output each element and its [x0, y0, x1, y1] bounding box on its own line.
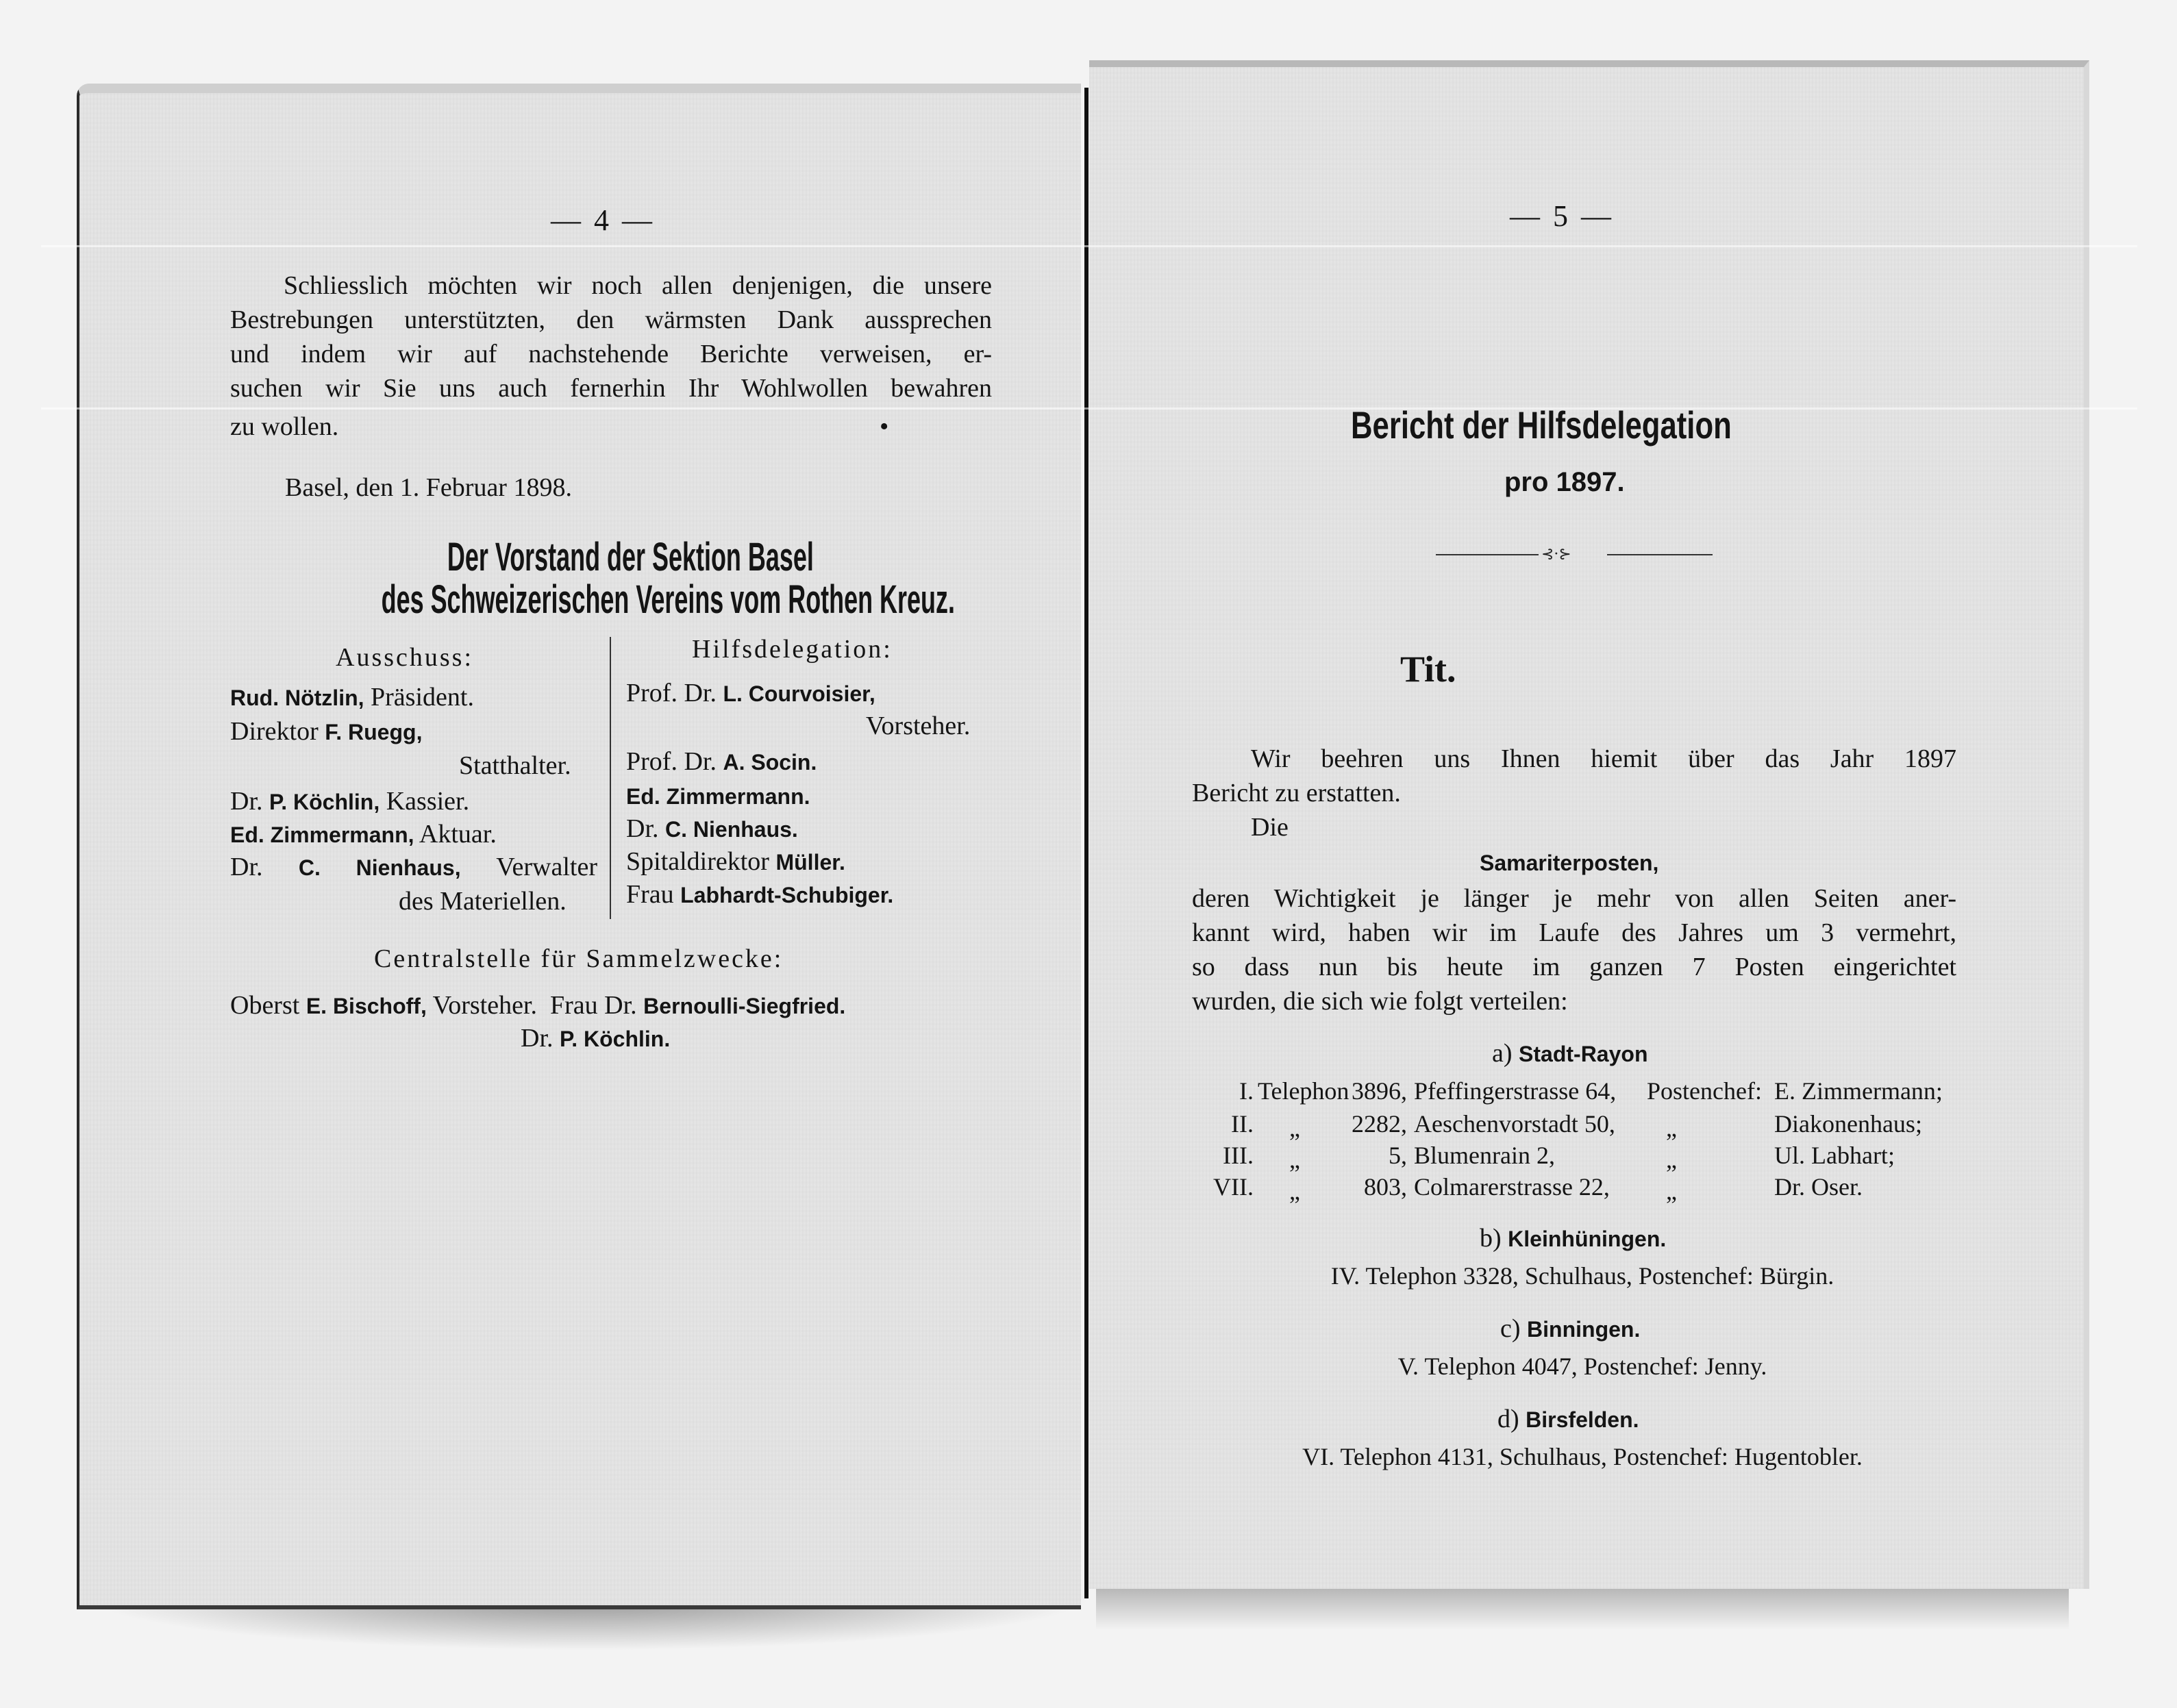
hilfsdelegation-member-5: Spitaldirektor Müller. — [626, 847, 845, 876]
ausschuss-title: Ausschuss: — [336, 643, 474, 672]
district-b-post: IV. Telephon 3328, Schulhaus, Postenchef: Bürgin. — [1330, 1262, 1834, 1290]
district-c-heading: c) Binningen. — [1500, 1314, 1641, 1343]
ausschuss-member-1: Rud. Nötzlin, Präsident. — [230, 683, 474, 712]
salutation: Tit. — [1400, 649, 1456, 690]
centralstelle-line-2: Dr. P. Köchlin. — [521, 1024, 671, 1053]
closing-line-1: Schliesslich möchten wir noch allen denjenigen, die unsere — [284, 271, 992, 300]
district-d-post: VI. Telephon 4131, Schulhaus, Postenchef: Hugentobler. — [1302, 1443, 1863, 1470]
page-number-5: — 5 — — [1510, 199, 1614, 233]
centralstelle-line-1: Oberst E. Bischoff, Vorsteher. Frau Dr. Bernoulli-Siegfried. — [230, 991, 846, 1020]
district-a-heading: a) Stadt-Rayon — [1492, 1039, 1648, 1068]
hilfsdelegation-member-3: Ed. Zimmermann. — [626, 784, 810, 809]
section-line-3: so dass nun bis heute im ganzen 7 Posten eingerichtet — [1192, 953, 1956, 981]
page-shadow-right — [1096, 1582, 2069, 1630]
hilfsdelegation-title: Hilfsdelegation: — [692, 635, 893, 664]
closing-line-4: suchen wir Sie uns auch fernerhin Ihr Wohlwollen bewahren — [230, 374, 992, 403]
ornament-divider-icon — [1436, 548, 1713, 562]
column-divider — [610, 637, 611, 919]
signature-heading-2: des Schweizerischen Vereins vom Rothen Kreuz. — [381, 577, 955, 622]
intro-line-2: Bericht zu erstatten. — [1192, 779, 1401, 807]
hilfsdelegation-member-2: Prof. Dr. A. Socin. — [626, 747, 817, 776]
scan-line — [41, 245, 2137, 247]
hilfsdelegation-member-6: Frau Labhardt-Schubiger. — [626, 880, 894, 909]
closing-line-5: zu wollen. — [230, 412, 339, 441]
ausschuss-member-2-role: Statthalter. — [459, 751, 571, 780]
district-b-heading: b) Kleinhüningen. — [1480, 1224, 1667, 1253]
hilfsdelegation-member-1-role: Vorsteher. — [866, 712, 971, 740]
svg-text:⊰·⊱: ⊰·⊱ — [1541, 548, 1571, 562]
hilfsdelegation-member-1: Prof. Dr. L. Courvoisier, — [626, 679, 875, 707]
die-word: Die — [1251, 813, 1289, 842]
book-spine — [1084, 88, 1088, 1598]
section-line-1: deren Wichtigkeit je länger je mehr von allen Seiten aner- — [1192, 884, 1956, 913]
report-subtitle: pro 1897. — [1504, 467, 1625, 497]
hilfsdelegation-member-4: Dr. C. Nienhaus. — [626, 814, 798, 843]
section-line-2: kannt wird, haben wir im Laufe des Jahres um 3 vermehrt, — [1192, 918, 1956, 947]
ausschuss-member-2: Direktor F. Ruegg, — [230, 717, 423, 746]
district-c-post: V. Telephon 4047, Postenchef: Jenny. — [1397, 1353, 1767, 1380]
page-number-4: — 4 — — [551, 203, 655, 237]
ausschuss-member-3: Dr. P. Köchlin, Kassier. — [230, 787, 470, 816]
signature-heading-1: Der Vorstand der Sektion Basel — [447, 535, 814, 579]
ausschuss-member-5-role-cont: des Materiellen. — [399, 887, 567, 916]
section-heading-samariterposten: Samariterposten, — [1480, 851, 1659, 875]
ausschuss-member-4: Ed. Zimmermann, Aktuar. — [230, 820, 497, 849]
report-title: Bericht der Hilfsdelegation — [1351, 403, 1732, 447]
centralstelle-title: Centralstelle für Sammelzwecke: — [374, 944, 784, 973]
scan-line — [41, 407, 2137, 410]
closing-line-3: und indem wir auf nachstehende Berichte verweisen, er- — [230, 340, 992, 368]
section-line-4: wurden, die sich wie folgt verteilen: — [1192, 987, 1568, 1016]
closing-line-2: Bestrebungen unterstützten, den wärmsten Dank aussprechen — [230, 305, 992, 334]
place-date: Basel, den 1. Februar 1898. — [285, 473, 572, 502]
ausschuss-member-5: Dr. C. Nienhaus, Verwalter — [230, 853, 597, 881]
stray-dot: • — [880, 412, 889, 441]
intro-line-1: Wir beehren uns Ihnen hiemit über das Jahr 1897 — [1251, 744, 1956, 773]
district-d-heading: d) Birsfelden. — [1497, 1405, 1639, 1433]
